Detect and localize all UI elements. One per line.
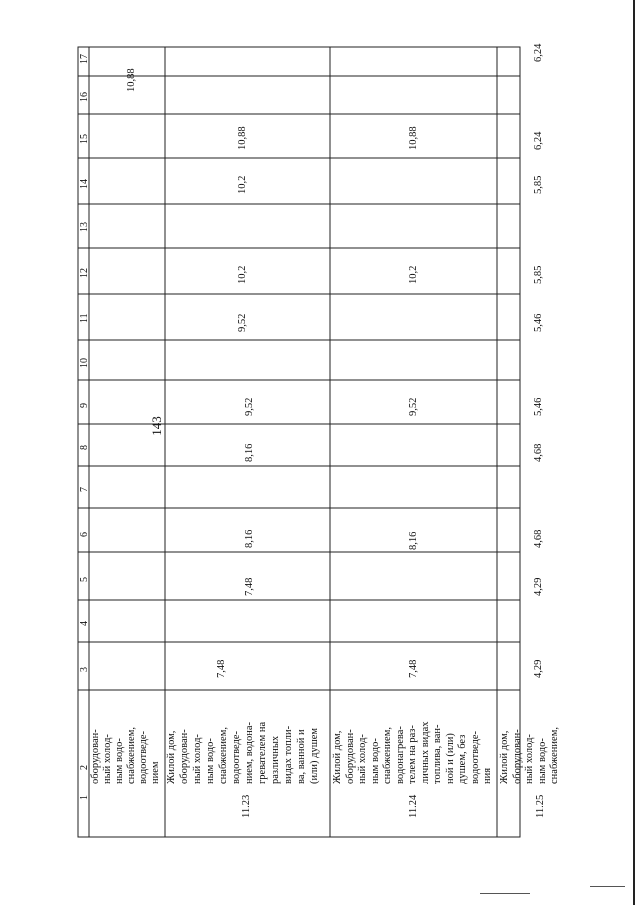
row-description-line: снабжением, <box>218 727 229 784</box>
header-col-5: 5 <box>79 577 90 582</box>
row-description-line: различных <box>270 735 281 784</box>
row-description-line: (или) душем <box>309 727 320 784</box>
row-description-line: ния <box>482 767 493 784</box>
cell-value: 4,29 <box>533 659 544 678</box>
header-col-1: 1 <box>79 795 90 800</box>
row-description-line: нием, водона- <box>244 722 255 784</box>
cell-value: 4,68 <box>533 529 544 548</box>
header-col-15: 15 <box>79 134 90 144</box>
row-description-line: водоотведе- <box>138 730 149 784</box>
row-description-line: ва, ванной и <box>296 729 307 784</box>
header-col-16: 16 <box>79 92 90 102</box>
cell-value: 6,24 <box>533 43 544 62</box>
header-col-11: 11 <box>79 313 90 323</box>
header-col-7: 7 <box>79 487 90 492</box>
cell-value: 7,48 <box>216 659 227 678</box>
cell-value: 9,52 <box>237 313 248 332</box>
cell-value: 4,29 <box>533 577 544 596</box>
row-description-line: ным водо- <box>536 738 548 784</box>
row-description-line: Жилой дом, <box>166 730 177 784</box>
header-col-8: 8 <box>79 445 90 450</box>
cell-value: 9,52 <box>244 397 255 416</box>
cell-value: 8,16 <box>408 531 419 550</box>
row-description-line: снабжением, <box>126 727 137 784</box>
row-description-line: личных видах <box>419 721 431 784</box>
header-col-17: 17 <box>79 54 90 64</box>
row-description-line: водоотведе- <box>469 730 481 784</box>
row-id: 11.24 <box>408 794 419 818</box>
row-description-line: ным водо- <box>205 738 216 784</box>
header-col-2: 2 <box>79 765 90 770</box>
cell-value: 7,48 <box>408 659 419 678</box>
cell-value: 5,85 <box>533 265 544 284</box>
row-description-line: ный холод- <box>357 734 368 784</box>
cell-value: 8,16 <box>244 529 255 548</box>
header-col-4: 4 <box>79 621 90 626</box>
cell-value: 10,2 <box>237 265 248 284</box>
row-description-line: снабжением, <box>382 727 393 784</box>
header-col-14: 14 <box>79 179 90 189</box>
row-id: 11.23 <box>241 794 252 818</box>
row-description-line: водоотведе- <box>231 730 242 784</box>
row-description-line: ной и (или) <box>444 733 456 784</box>
row-id: 11.25 <box>535 794 546 818</box>
page-number: 143 <box>148 416 164 436</box>
row-description-line: ным водо- <box>114 738 125 784</box>
header-col-10: 10 <box>79 358 90 368</box>
row-description-line: душем, без <box>457 734 468 784</box>
row-description-line: топлива, ван- <box>432 724 443 784</box>
cell-value: 10,88 <box>237 126 248 150</box>
header-col-12: 12 <box>79 268 90 278</box>
cell-value: 5,46 <box>533 397 544 416</box>
cell-value: 5,46 <box>533 313 544 332</box>
cell-value: 7,48 <box>244 577 255 596</box>
row-description-line: оборудован- <box>90 729 101 784</box>
row-description-line: водонагрева- <box>394 726 406 784</box>
cell-value: 4,68 <box>533 443 544 462</box>
cell-value: 5,85 <box>533 175 544 194</box>
row-description-line: оборудован- <box>179 729 190 784</box>
row-description-line: гревателем на <box>257 721 268 784</box>
row-description-line: Жилой дом, <box>332 730 343 784</box>
header-col-9: 9 <box>79 403 90 408</box>
cell-value: 10,88 <box>408 126 419 150</box>
row-description-line: оборудован- <box>344 729 356 784</box>
cell-value: 10,2 <box>237 175 248 194</box>
row-description-line: Жилой дом, <box>499 730 510 784</box>
row-description-line: ный холод- <box>524 734 535 784</box>
row-description-line: снабжением, <box>549 727 560 784</box>
row-description-line: телем на раз- <box>407 725 418 784</box>
row-description-line: нием <box>150 761 161 784</box>
cell-value: 10,2 <box>408 265 419 284</box>
cell-value: 6,24 <box>533 131 544 150</box>
header-col-6: 6 <box>79 532 90 537</box>
header-col-3: 3 <box>79 667 90 672</box>
row-description-line: оборудован- <box>511 729 523 784</box>
row-description-line: ным водо- <box>369 738 381 784</box>
cell-value: 8,16 <box>244 443 255 462</box>
row-description-line: ный холод- <box>192 734 203 784</box>
row-description-line: видах топли- <box>283 725 294 784</box>
header-col-13: 13 <box>79 222 90 232</box>
row-description-line: ный холод- <box>102 734 113 784</box>
cell-value: 10,88 <box>126 68 137 92</box>
cell-value: 9,52 <box>408 397 419 416</box>
